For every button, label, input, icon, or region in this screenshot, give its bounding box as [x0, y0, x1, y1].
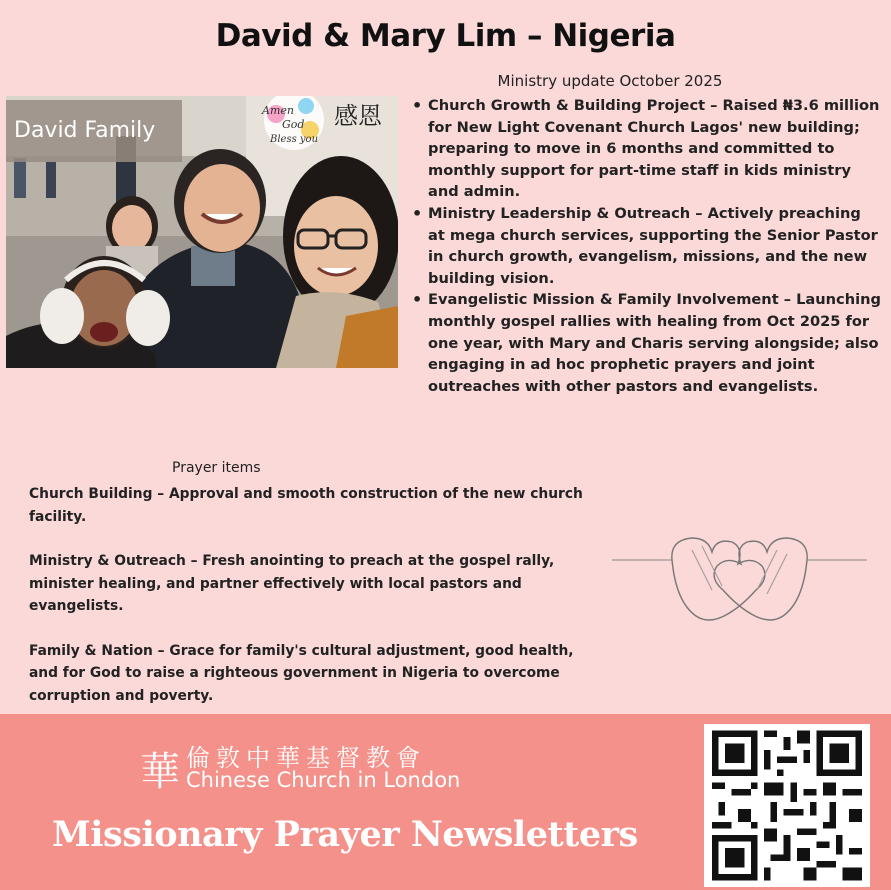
ministry-update-list	[412, 95, 882, 397]
prayer-list	[29, 483, 599, 729]
church-name-english: Chinese Church in London	[186, 768, 461, 792]
svg-text:God: God	[282, 118, 305, 131]
prayer-item: Family & Nation – Grace for family's cultural adjustment, good health, and for God to raise a righteous government in Nigeria to overcome corruption and poverty.	[29, 642, 574, 704]
newsletter-title: Missionary Prayer Newsletters	[52, 814, 638, 855]
church-logo-glyph: 華	[140, 749, 180, 795]
svg-text:感恩: 感恩	[334, 102, 382, 130]
sticker-text: Amen	[262, 104, 294, 117]
qr-code-icon[interactable]	[704, 724, 870, 887]
page-title: David & Mary Lim – Nigeria	[215, 18, 676, 54]
family-photo	[6, 96, 398, 368]
church-name-chinese: 倫敦中華基督教會	[186, 744, 426, 772]
update-subtitle: Ministry update October 2025	[497, 72, 723, 90]
photo-tag: David Family	[6, 100, 182, 162]
church-logo	[140, 740, 180, 797]
list-item: • Ministry Leadership & Outreach – Actively preaching at mega church services, supporting the Senior Pastor in church growth, evangelism, missions, and the new building vision.	[412, 203, 882, 289]
list-item: • Church Growth & Building Project – Raised ₦3.6 million for New Light Covenant Church Lagos' new building; preparing to move in 6 months and committed to monthly support for part-time staff in kids ministry and admin.	[412, 95, 882, 203]
prayer-item: Ministry & Outreach – Fresh anointing to preach at the gospel rally, minister healing, and partner effectively with local pastors and evangelists.	[29, 553, 555, 614]
list-item: • Evangelistic Mission & Family Involvement – Launching monthly gospel rallies with healing from Oct 2025 for one year, with Mary and Charis serving alongside; also engaging in ad hoc prophetic prayers and joint outreaches with other pastors and evangelists.	[412, 289, 882, 397]
svg-text:Bless you: Bless you	[270, 134, 319, 145]
praying-hands-icon	[612, 530, 867, 640]
prayer-item: Church Building – Approval and smooth construction of the new church facility.	[29, 486, 583, 525]
footer-banner	[0, 714, 891, 890]
prayer-heading: Prayer items	[172, 460, 261, 476]
